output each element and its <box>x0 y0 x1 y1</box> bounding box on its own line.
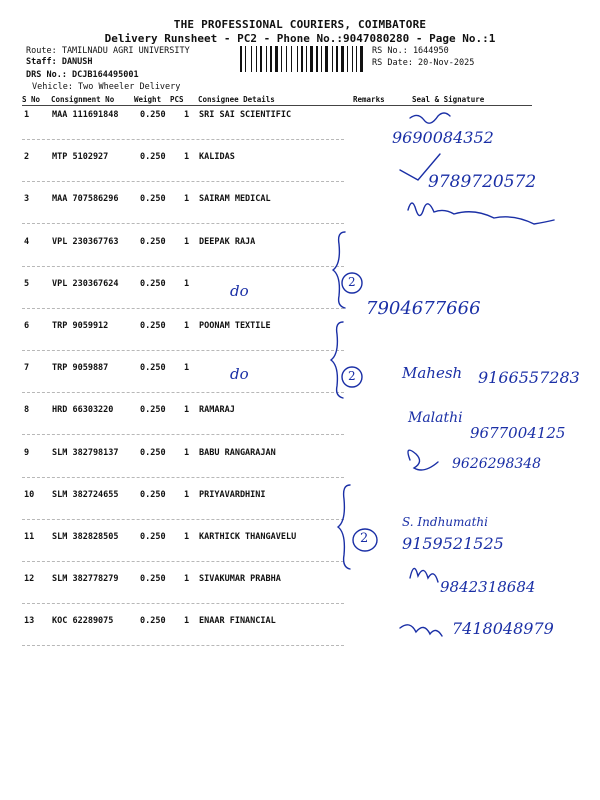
barcode-image <box>240 46 366 72</box>
cell-pcs: 1 <box>184 489 190 500</box>
handwritten-phone-2: 9789720572 <box>428 172 537 192</box>
barcode-bar <box>304 46 305 72</box>
barcode-bar <box>266 46 267 72</box>
col-header-pcs: PCS <box>170 95 184 104</box>
col-header-remarks: Remarks <box>353 95 385 104</box>
handwritten-phone-1: 9690084352 <box>392 128 494 147</box>
cell-sno: 3 <box>24 194 30 205</box>
cell-sno: 11 <box>24 532 35 542</box>
barcode-bar <box>243 46 244 72</box>
rs-number: RS No.: 1644950 <box>372 46 449 56</box>
cell-consignment: MAA 111691848 <box>52 110 119 120</box>
barcode-bar <box>306 46 307 72</box>
cell-sno: 2 <box>24 152 30 163</box>
barcode-bar <box>253 46 255 72</box>
cell-sno: 5 <box>24 278 30 289</box>
cell-weight: 0.250 <box>140 363 166 374</box>
barcode-bar <box>360 46 363 72</box>
cell-pcs: 1 <box>184 447 190 458</box>
staff-label: Staff: DANUSH <box>26 57 93 67</box>
cell-sno: 9 <box>24 447 30 458</box>
col-header-consignment: Consignment No <box>51 95 115 104</box>
barcode-bar <box>273 46 274 72</box>
barcode-bar <box>297 46 298 72</box>
cell-sno: 13 <box>24 616 35 627</box>
row-divider <box>22 603 344 604</box>
cell-sno: 4 <box>24 236 30 247</box>
cell-consignee: RAMARAJ <box>199 405 235 416</box>
handwritten-phone-3: 7904677666 <box>366 298 481 319</box>
cell-weight: 0.250 <box>140 110 166 120</box>
barcode-bar <box>319 46 320 72</box>
row-divider <box>22 519 344 520</box>
barcode-bar <box>341 46 344 72</box>
barcode-bar <box>310 46 313 72</box>
table-row <box>0 532 600 574</box>
cell-consignment: TRP 9059912 <box>52 321 109 331</box>
cell-weight: 0.250 <box>140 152 166 163</box>
cell-weight: 0.250 <box>140 194 166 205</box>
cell-sno: 1 <box>24 110 30 120</box>
cell-pcs: 1 <box>184 278 190 289</box>
barcode-bar <box>347 46 348 72</box>
table-row <box>0 490 600 532</box>
row-divider <box>22 308 344 309</box>
route-label: Route: TAMILNADU AGRI UNIVERSITY <box>26 46 190 56</box>
cell-weight: 0.250 <box>140 489 166 500</box>
handwritten-phone-6: 9626298348 <box>452 456 542 472</box>
cell-pcs: 1 <box>184 363 190 374</box>
cell-weight: 0.250 <box>140 574 166 585</box>
cell-consignee: SAIRAM MEDICAL <box>199 194 271 205</box>
cell-pcs: 1 <box>184 194 190 205</box>
barcode-bar <box>323 46 324 72</box>
cell-pcs: 1 <box>184 574 190 585</box>
ditto-mark-row5: do <box>230 282 249 300</box>
cell-consignment: MAA 707586296 <box>52 194 119 205</box>
cell-pcs: 1 <box>184 532 190 542</box>
barcode-bar <box>334 46 335 72</box>
table-row <box>0 279 600 321</box>
barcode-bar <box>299 46 300 72</box>
barcode-bar <box>293 46 296 72</box>
cell-sno: 12 <box>24 574 35 585</box>
cell-sno: 10 <box>24 489 35 500</box>
barcode-bar <box>286 46 287 72</box>
cell-weight: 0.250 <box>140 278 166 289</box>
barcode-bar <box>353 46 355 72</box>
barcode-bar <box>281 46 282 72</box>
handwritten-phone-4: 9166557283 <box>478 368 580 387</box>
handwritten-phone-7: 9159521525 <box>402 534 504 553</box>
barcode-bar <box>321 46 322 72</box>
barcode-bar <box>349 46 351 72</box>
cell-consignee: DEEPAK RAJA <box>199 236 256 247</box>
barcode-bar <box>329 46 331 72</box>
barcode-bar <box>247 46 250 72</box>
barcode-bar <box>240 46 242 72</box>
circle-number-2: 2 <box>348 369 356 383</box>
cell-consignment: SLM 382798137 <box>52 447 119 458</box>
cell-consignee: PRIYAVARDHINI <box>199 489 266 500</box>
barcode-bar <box>339 46 340 72</box>
barcode-bar <box>275 46 278 72</box>
cell-weight: 0.250 <box>140 321 166 331</box>
barcode-bar <box>260 46 262 72</box>
barcode-bar <box>336 46 338 72</box>
cell-consignment: VPL 230367763 <box>52 236 119 247</box>
col-header-consignee: Consignee Details <box>198 95 275 104</box>
header-divider <box>22 105 532 106</box>
table-row <box>0 237 600 279</box>
table-row <box>0 321 600 363</box>
col-header-sno: S No <box>22 95 41 104</box>
row-divider <box>22 223 344 224</box>
cell-weight: 0.250 <box>140 532 166 542</box>
cell-pcs: 1 <box>184 616 190 627</box>
cell-pcs: 1 <box>184 236 190 247</box>
row-divider <box>22 266 344 267</box>
cell-consignee: SRI SAI SCIENTIFIC <box>199 110 292 120</box>
row-divider <box>22 139 344 140</box>
cell-consignment: SLM 382778279 <box>52 574 119 585</box>
barcode-bar <box>251 46 252 72</box>
cell-consignee: KALIDAS <box>199 152 235 163</box>
barcode-bar <box>352 46 353 72</box>
barcode-bar <box>263 46 266 72</box>
handwritten-name-3: S. Indhumathi <box>402 515 488 529</box>
barcode-bar <box>283 46 285 72</box>
barcode-bar <box>308 46 310 72</box>
drs-number: DRS No.: DCJB164495001 <box>26 70 139 80</box>
cell-consignee: ENAAR FINANCIAL <box>199 616 276 627</box>
cell-pcs: 1 <box>184 110 190 120</box>
handwritten-phone-5: 9677004125 <box>470 424 566 442</box>
barcode-bar <box>270 46 272 72</box>
cell-weight: 0.250 <box>140 236 166 247</box>
cell-pcs: 1 <box>184 405 190 416</box>
cell-sno: 6 <box>24 321 30 331</box>
cell-consignment: KOC 62289075 <box>52 616 114 627</box>
barcode-bar <box>345 46 346 72</box>
cell-pcs: 1 <box>184 321 190 331</box>
col-header-weight: Weight <box>134 95 162 104</box>
cell-sno: 7 <box>24 363 30 374</box>
handwritten-name-2: Malathi <box>408 410 463 426</box>
cell-consignment: TRP 9059887 <box>52 363 109 374</box>
circle-number-3: 2 <box>360 531 369 546</box>
row-divider <box>22 350 344 351</box>
cell-weight: 0.250 <box>140 447 166 458</box>
cell-consignment: SLM 382724655 <box>52 489 119 500</box>
cell-consignment: VPL 230367624 <box>52 278 119 289</box>
company-title: THE PROFESSIONAL COURIERS, COIMBATORE <box>173 18 427 31</box>
cell-consignment: MTP 5102927 <box>52 152 109 163</box>
cell-consignment: SLM 382828505 <box>52 532 119 542</box>
barcode-bar <box>279 46 280 72</box>
barcode-bar <box>258 46 259 72</box>
col-header-seal: Seal & Signature <box>412 95 485 104</box>
row-divider <box>22 181 344 182</box>
handwritten-phone-9: 7418048979 <box>452 619 554 638</box>
row-divider <box>22 645 344 646</box>
barcode-bar <box>314 46 315 72</box>
cell-consignee: POONAM TEXTILE <box>199 321 271 331</box>
row-divider <box>22 392 344 393</box>
barcode-bar <box>301 46 303 72</box>
barcode-bar <box>256 46 257 72</box>
table-row <box>0 110 600 152</box>
circle-number-1: 2 <box>348 275 356 289</box>
rs-date: RS Date: 20-Nov-2025 <box>372 58 475 68</box>
barcode-bar <box>358 46 359 72</box>
row-divider <box>22 477 344 478</box>
cell-sno: 8 <box>24 405 30 416</box>
cell-consignment: HRD 66303220 <box>52 405 114 416</box>
barcode-bar <box>364 46 365 72</box>
runsheet-subtitle: Delivery Runsheet - PC2 - Phone No.:9047080280 - Page No.:1 <box>104 32 496 45</box>
handwritten-name-1: Mahesh <box>402 364 463 382</box>
barcode-bar <box>325 46 328 72</box>
cell-weight: 0.250 <box>140 616 166 627</box>
table-row <box>0 194 600 236</box>
barcode-bar <box>291 46 292 72</box>
cell-pcs: 1 <box>184 152 190 163</box>
cell-consignee: SIVAKUMAR PRABHA <box>199 574 281 585</box>
barcode-bar <box>288 46 290 72</box>
barcode-bar <box>316 46 318 72</box>
row-divider <box>22 561 344 562</box>
barcode-bar <box>332 46 333 72</box>
ditto-mark-row7: do <box>230 365 249 383</box>
barcode-bar <box>268 46 269 72</box>
cell-consignee: BABU RANGARAJAN <box>199 447 276 458</box>
vehicle-label: Vehicle: Two Wheeler Delivery <box>32 82 181 92</box>
barcode-bar <box>245 46 246 72</box>
handwritten-phone-8: 9842318684 <box>440 578 536 596</box>
cell-consignee: KARTHICK THANGAVELU <box>199 532 297 542</box>
cell-weight: 0.250 <box>140 405 166 416</box>
barcode-bar <box>356 46 357 72</box>
row-divider <box>22 434 344 435</box>
